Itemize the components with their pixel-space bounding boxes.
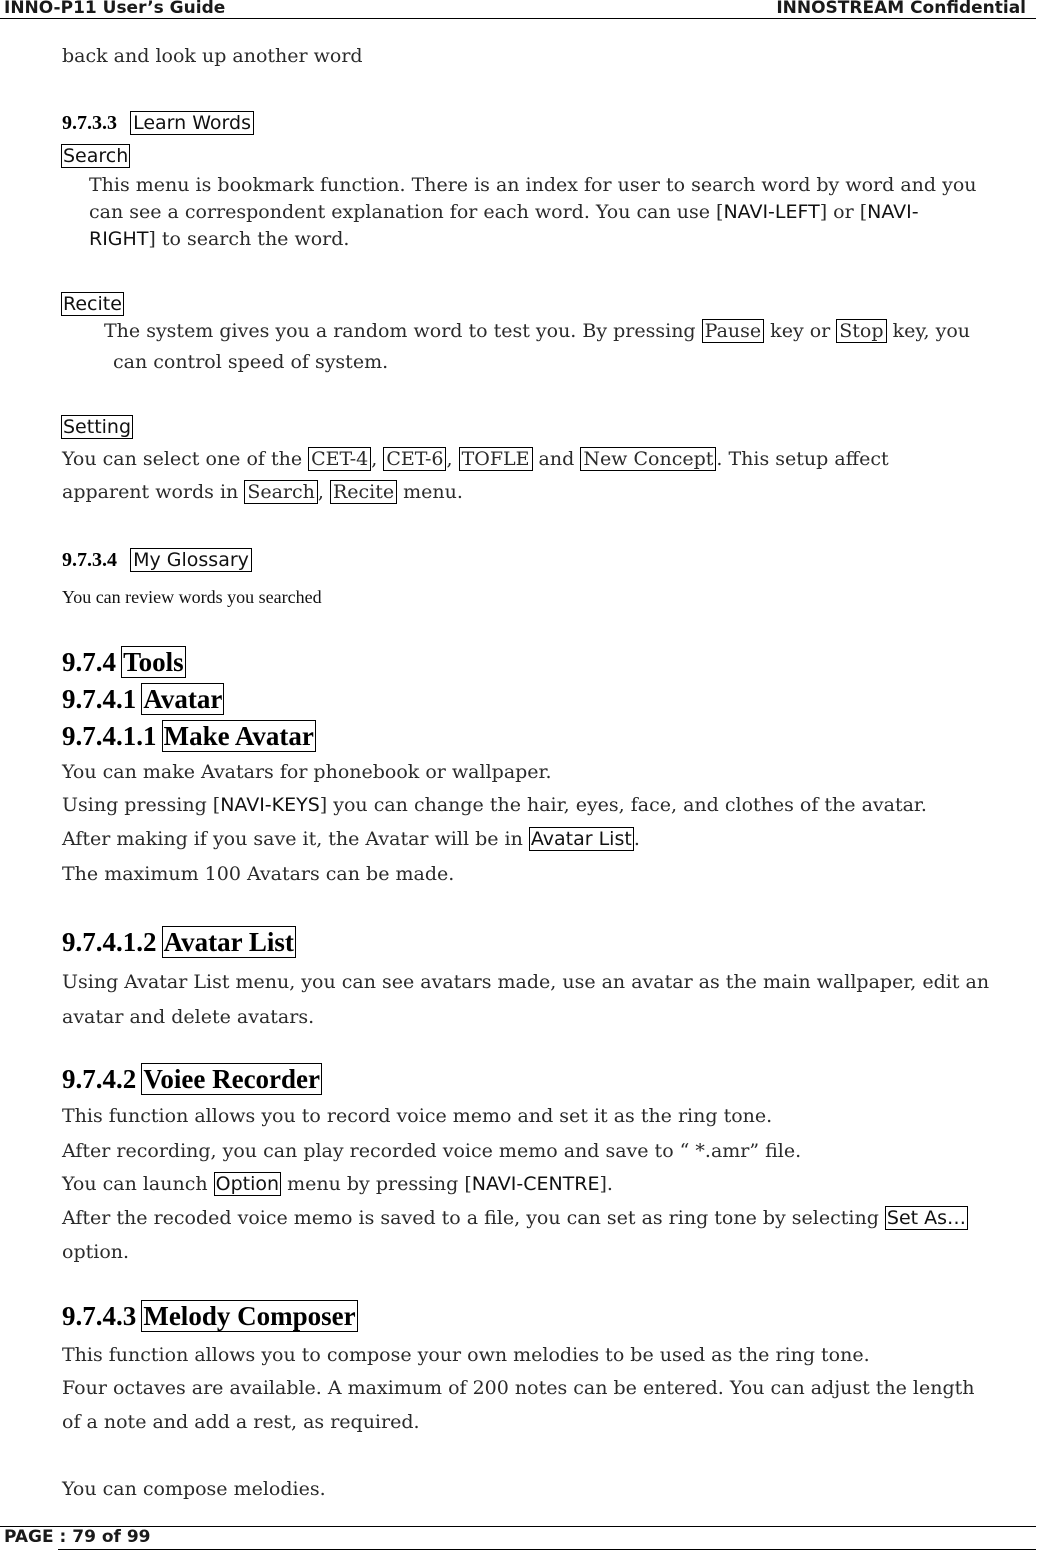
text-run: Using pressing [: [62, 794, 221, 816]
text-run: menu.: [397, 481, 463, 503]
key-navi-centre: NAVI-CENTRE: [471, 1173, 600, 1195]
recorder-text-3: [62, 1173, 613, 1195]
setting-text-2: [62, 481, 463, 503]
text-run: apparent words in: [62, 481, 245, 503]
intro-line: back and look up another word: [62, 45, 363, 67]
avatar-list-heading-link[interactable]: Avatar List: [163, 927, 294, 957]
text-run: ,: [446, 448, 459, 470]
text-run: and: [532, 448, 581, 470]
cet6-option[interactable]: CET-6: [383, 447, 446, 471]
glossary-text: You can review words you searched: [62, 587, 322, 607]
heading-number: 9.7.3.3: [62, 112, 117, 134]
setting-text-1: [62, 448, 889, 470]
avatar-list-text-2: avatar and delete avatars.: [62, 1006, 315, 1028]
text-run: The system gives you a random word to test you. By pressing: [104, 320, 702, 342]
header-title: INNO-P11 User’s Guide: [4, 0, 226, 18]
tools-link[interactable]: Tools: [123, 647, 184, 677]
make-avatar-link[interactable]: Make Avatar: [163, 721, 314, 751]
heading-974: [62, 647, 186, 678]
text-run: ].: [599, 1173, 613, 1195]
key-navi-right-part: NAVI-: [867, 201, 919, 223]
text-run: ,: [317, 481, 330, 503]
header-rule: [0, 18, 1036, 19]
text-run: key, you: [886, 320, 971, 342]
heading-97411: [62, 721, 316, 752]
text-run: menu by pressing [: [281, 1173, 472, 1195]
key-right: RIGHT: [89, 228, 149, 250]
heading-number: 9.7.4.1: [62, 684, 137, 714]
pause-key[interactable]: Pause: [702, 319, 765, 343]
text-run: After the recoded voice memo is saved to a file, you can set as ring tone by selecting: [62, 1207, 885, 1229]
text-run: key or: [764, 320, 837, 342]
text-run: ] or [: [819, 201, 868, 223]
avatar-list-link[interactable]: Avatar List: [530, 828, 632, 850]
option-menu-link[interactable]: Option: [215, 1173, 280, 1195]
cet4-option[interactable]: CET-4: [308, 447, 371, 471]
heading-number: 9.7.4.3: [62, 1301, 137, 1331]
heading-number: 9.7.4: [62, 647, 116, 677]
heading-9741: [62, 684, 224, 715]
text-run: You can select one of the: [62, 448, 309, 470]
header-confidential: INNOSTREAM Confidential: [776, 0, 1026, 18]
search-label[interactable]: Search: [63, 145, 129, 167]
text-run: .: [633, 828, 640, 850]
text-run: ,: [371, 448, 384, 470]
make-avatar-text-3: [62, 828, 640, 850]
composer-text-4: You can compose melodies.: [62, 1478, 326, 1500]
heading-9733: [62, 112, 254, 135]
recorder-text-1: This function allows you to record voice memo and set it as the ring tone.: [62, 1105, 773, 1127]
footer-rule-top: [0, 1526, 1036, 1527]
heading-number: 9.7.3.4: [62, 549, 117, 571]
heading-97412: [62, 927, 296, 958]
composer-text-3: of a note and add a rest, as required.: [62, 1411, 420, 1433]
new-concept-option[interactable]: New Concept: [580, 447, 716, 471]
recite-text-1: [104, 320, 970, 342]
composer-text-1: This function allows you to compose your own melodies to be used as the ring tone.: [62, 1344, 870, 1366]
heading-number: 9.7.4.1.1: [62, 721, 157, 751]
recite-menu-link[interactable]: Recite: [330, 480, 397, 504]
melody-composer-link[interactable]: Melody Composer: [143, 1301, 356, 1331]
make-avatar-text-4: The maximum 100 Avatars can be made.: [62, 863, 455, 885]
heading-9743: [62, 1301, 358, 1332]
text-run: You can launch: [62, 1173, 214, 1195]
key-navi-keys: NAVI-KEYS: [220, 794, 320, 816]
recorder-text-4: [62, 1207, 968, 1229]
search-menu-link[interactable]: Search: [244, 480, 318, 504]
text-run: can see a correspondent explanation for each word. You can use [: [89, 201, 724, 223]
footer-rule-bottom: [58, 1549, 1036, 1550]
composer-text-2: Four octaves are available. A maximum of 200 notes can be entered. You can adjust the length: [62, 1377, 975, 1399]
make-avatar-text-1: You can make Avatars for phonebook or wallpaper.: [62, 761, 552, 783]
recorder-text-5: option.: [62, 1241, 130, 1263]
avatar-link[interactable]: Avatar: [143, 684, 223, 714]
my-glossary-link[interactable]: My Glossary: [130, 548, 252, 572]
recite-text-2: can control speed of system.: [113, 351, 389, 373]
stop-key[interactable]: Stop: [836, 319, 886, 343]
page-number: PAGE : 79 of 99: [4, 1527, 151, 1547]
heading-number: 9.7.4.1.2: [62, 927, 157, 957]
text-run: ] you can change the hair, eyes, face, and clothes of the avatar.: [319, 794, 927, 816]
recorder-text-2: After recording, you can play recorded voice memo and save to “ *.amr” file.: [62, 1140, 802, 1162]
recite-label[interactable]: Recite: [63, 293, 122, 315]
heading-9734: [62, 549, 252, 572]
key-navi-left: NAVI-LEFT: [723, 201, 820, 223]
text-run: ] to search the word.: [148, 228, 350, 250]
tofle-option[interactable]: TOFLE: [459, 447, 533, 471]
make-avatar-text-2: [62, 794, 927, 816]
search-text-3: [89, 228, 349, 250]
heading-9742: [62, 1064, 322, 1095]
heading-number: 9.7.4.2: [62, 1064, 137, 1094]
avatar-list-text-1: Using Avatar List menu, you can see avatars made, use an avatar as the main wallpaper, edit an: [62, 971, 990, 993]
voice-recorder-link[interactable]: Voiee Recorder: [143, 1064, 321, 1094]
search-text-2: [89, 201, 919, 223]
text-run: . This setup affect: [716, 448, 889, 470]
setting-label[interactable]: Setting: [63, 416, 132, 438]
set-as-option-link[interactable]: Set As…: [886, 1207, 967, 1229]
search-text-1: This menu is bookmark function. There is an index for user to search word by word and you: [89, 174, 977, 196]
learn-words-link[interactable]: Learn Words: [130, 111, 254, 135]
text-run: After making if you save it, the Avatar will be in: [62, 828, 529, 850]
